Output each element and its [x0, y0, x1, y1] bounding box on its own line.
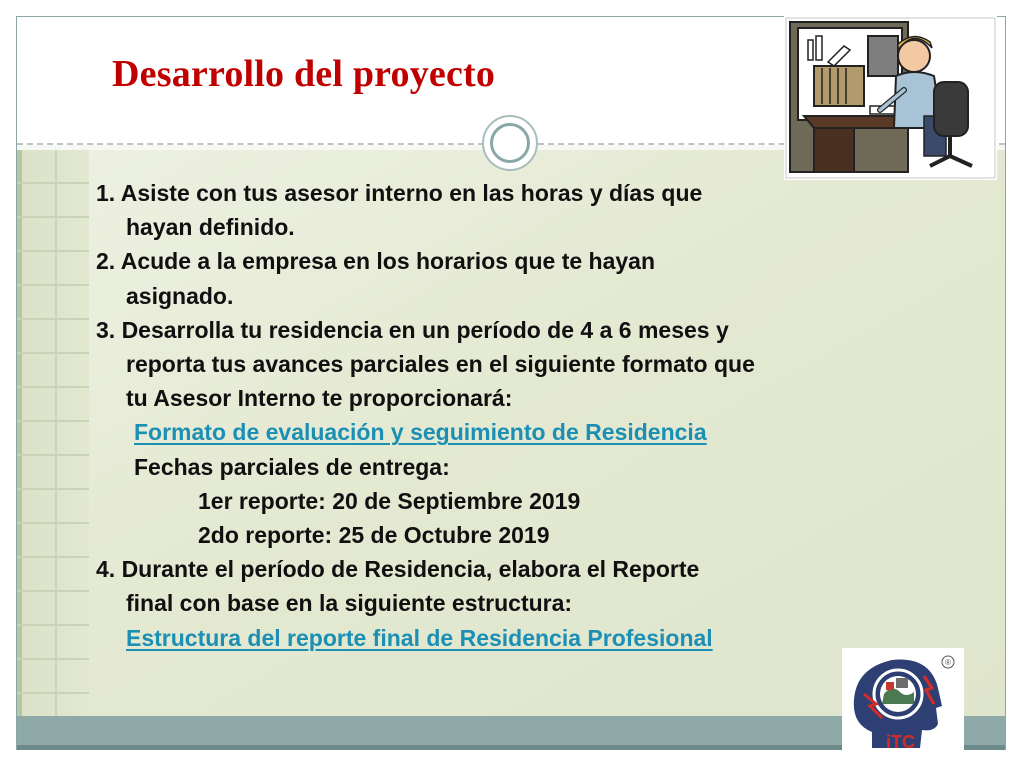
- decorative-ring-icon: [482, 115, 538, 171]
- logo-text: iTC: [886, 732, 915, 752]
- grid-strip-decoration: [17, 150, 89, 716]
- list-item-1: 1. Asiste con tus asesor interno en las horas y días que: [96, 180, 703, 206]
- office-worker-clipart-icon: [784, 16, 997, 180]
- itc-logo-icon: [842, 648, 964, 756]
- evaluation-format-link[interactable]: Formato de evaluación y seguimiento de Residencia: [134, 419, 707, 446]
- list-item-3: 3. Desarrolla tu residencia en un período de 4 a 6 meses y: [96, 316, 729, 343]
- list-item-3-cont-2: tu Asesor Interno te proporcionará:: [126, 385, 513, 412]
- list-item-3-cont-1: reporta tus avances parciales en el siguiente formato que: [126, 351, 755, 378]
- registered-mark: ®: [945, 658, 951, 667]
- list-item-2-cont: asignado.: [126, 282, 234, 309]
- second-report-date: 2do reporte: 25 de Octubre 2019: [198, 522, 550, 549]
- partial-dates-heading: Fechas parciales de entrega:: [134, 453, 450, 480]
- slide-body: [96, 176, 896, 655]
- first-report-date: 1er reporte: 20 de Septiembre 2019: [198, 487, 581, 514]
- list-item-4-cont: final con base en la siguiente estructura:: [126, 590, 573, 617]
- list-item-1-cont: hayan definido.: [126, 214, 295, 241]
- final-report-structure-link[interactable]: Estructura del reporte final de Residencia Profesional: [126, 624, 713, 651]
- list-item-4: 4. Durante el período de Residencia, elabora el Reporte: [96, 556, 700, 583]
- slide-title: Desarrollo del proyecto: [112, 53, 496, 95]
- list-item-2: 2. Acude a la empresa en los horarios que te hayan: [96, 248, 656, 275]
